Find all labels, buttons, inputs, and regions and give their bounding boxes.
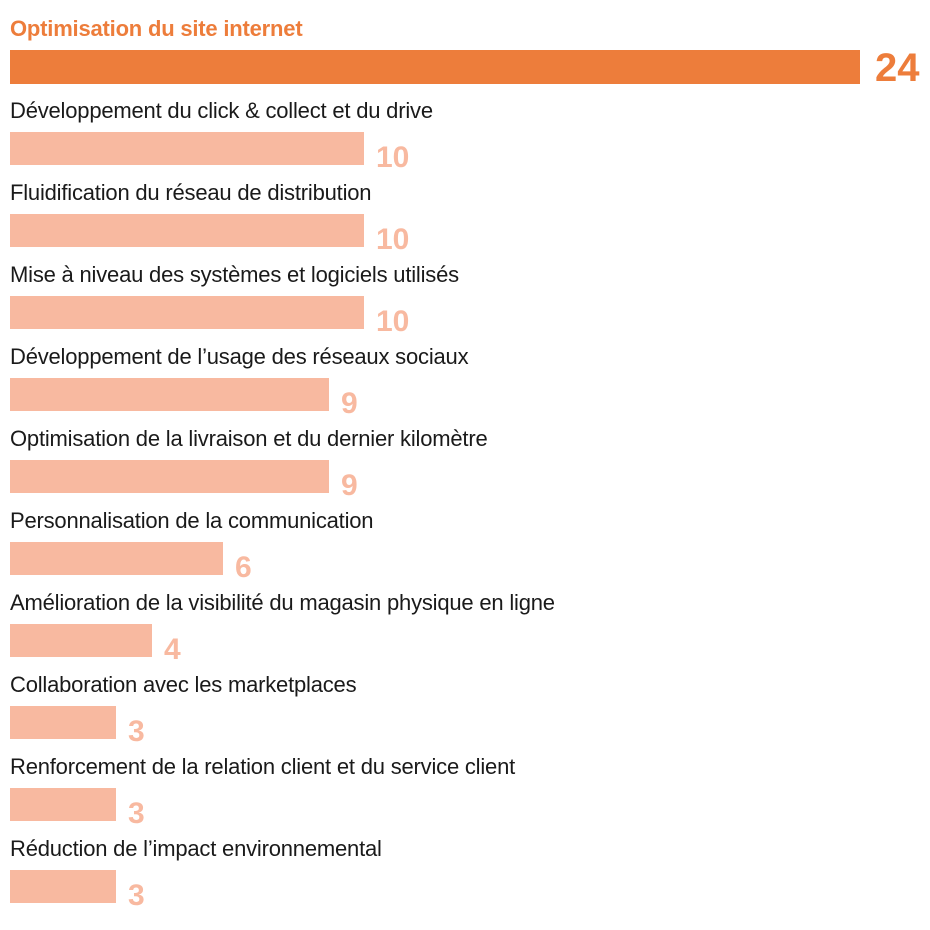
category-label: Optimisation du site internet bbox=[10, 16, 303, 41]
category-label: Fluidification du réseau de distribution bbox=[10, 180, 372, 205]
category-label: Mise à niveau des systèmes et logiciels utilisés bbox=[10, 262, 459, 287]
value-label: 10 bbox=[376, 141, 410, 174]
bar bbox=[10, 788, 116, 821]
bar bbox=[10, 870, 116, 903]
value-label: 6 bbox=[235, 551, 252, 584]
value-label: 9 bbox=[341, 387, 358, 420]
category-label: Amélioration de la visibilité du magasin physique en ligne bbox=[10, 590, 555, 615]
bar bbox=[10, 706, 116, 739]
category-label: Renforcement de la relation client et du service client bbox=[10, 754, 516, 779]
category-label: Développement de l’usage des réseaux sociaux bbox=[10, 344, 469, 369]
value-label: 4 bbox=[164, 633, 181, 666]
bar bbox=[10, 296, 364, 329]
value-label: 3 bbox=[128, 715, 145, 748]
value-label: 9 bbox=[341, 469, 358, 502]
value-label: 10 bbox=[376, 223, 410, 256]
value-label: 3 bbox=[128, 797, 145, 830]
bar bbox=[10, 378, 329, 411]
category-label: Développement du click & collect et du drive bbox=[10, 98, 433, 123]
bar bbox=[10, 460, 329, 493]
bar bbox=[10, 132, 364, 165]
category-label: Réduction de l’impact environnemental bbox=[10, 836, 382, 861]
value-label: 10 bbox=[376, 305, 410, 338]
bar bbox=[10, 50, 860, 84]
category-label: Collaboration avec les marketplaces bbox=[10, 672, 357, 697]
category-label: Personnalisation de la communication bbox=[10, 508, 374, 533]
value-label: 3 bbox=[128, 879, 145, 912]
bar bbox=[10, 542, 223, 575]
value-label: 24 bbox=[875, 46, 920, 90]
bar bbox=[10, 624, 152, 657]
category-label: Optimisation de la livraison et du dernier kilomètre bbox=[10, 426, 488, 451]
bar bbox=[10, 214, 364, 247]
